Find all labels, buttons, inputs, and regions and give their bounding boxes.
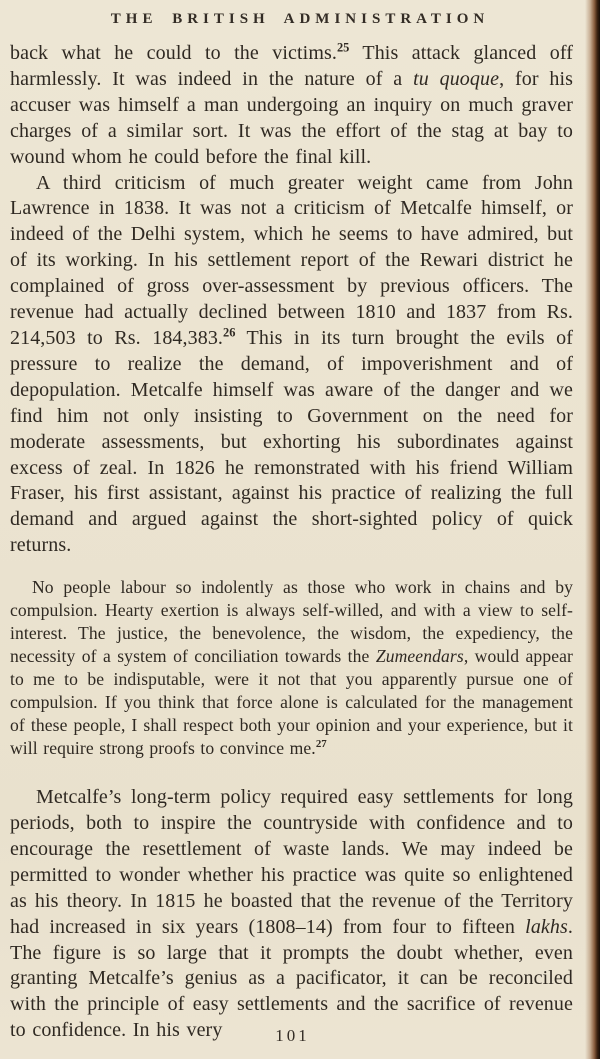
page-number: 101: [275, 1026, 310, 1045]
paragraph-third-criticism: A third criticism of much greater weight came from John Lawrence in 1838. It was not a criticism of Metcalfe himself, or indeed of the Delhi system, which he seems to have admired, but of its working. In his settlement report of the Rewari district he complained of gross over-assessment by previous officers. The revenue had actually declined between 1810 and 1837 from Rs. 214,503 to Rs. 184,383.26 This in its turn brought the evils of pressure to realize the demand, of impoverishment and of depopulation. Metcalfe himself was aware of the danger and we find him not only insisting to Government on the need for moderate assessments, but exhorting his subordinates against excess of zeal. In 1826 he remonstrated with his friend William Fraser, his first assistant, against his practice of realizing the full demand and argued against the short-sighted policy of quick returns.: [10, 171, 574, 557]
page-body: [0, 28, 600, 1044]
paragraph-long-term-policy: Metcalfe’s long-term policy required easy settlements for long periods, both to inspire the countryside with confidence and to encourage the resettlement of waste lands. We may indeed be permitted to wonder whether his practice was quite so enlightened as his theory. In 1815 he boasted that the revenue of the Territory had increased in six years (1808–14) from four to fifteen lakhs. The figure is so large that it prompts the doubt whether, even granting Metcalfe’s genius as a pacificator, it can be reconciled with the principle of easy settlements and the sacrifice of revenue to confidence. In his very: [10, 786, 573, 1042]
running-header: THE BRITISH ADMINISTRATION: [110, 11, 490, 27]
block-quote: No people labour so indolently as those who work in chains and by compulsion. Hearty exertion is always self-willed, and with a view to self-interest. The justice, the benevolence, the wisdom, the expediency, the necessity of a system of conciliation towards the Zumeendars, would appear to me to be indisputable, were it not that you apparently pursue one of compulsion. If you think that force alone is calculated for the management of these people, I shall respect both your opinion and your experience, but it will require strong proofs to convince me.$^{27}$: [10, 577, 573, 759]
paragraph-continuation: back what he could to the victims.$^{25}$ This attack glanced off harmlessly. It was indeed in the nature of a tu quoque, for his accuser was himself a man undergoing an inquiry on much graver charges of a similar sort. It was the effort of the stag at bay to wound whom he could before the final kill.: [10, 40, 573, 168]
